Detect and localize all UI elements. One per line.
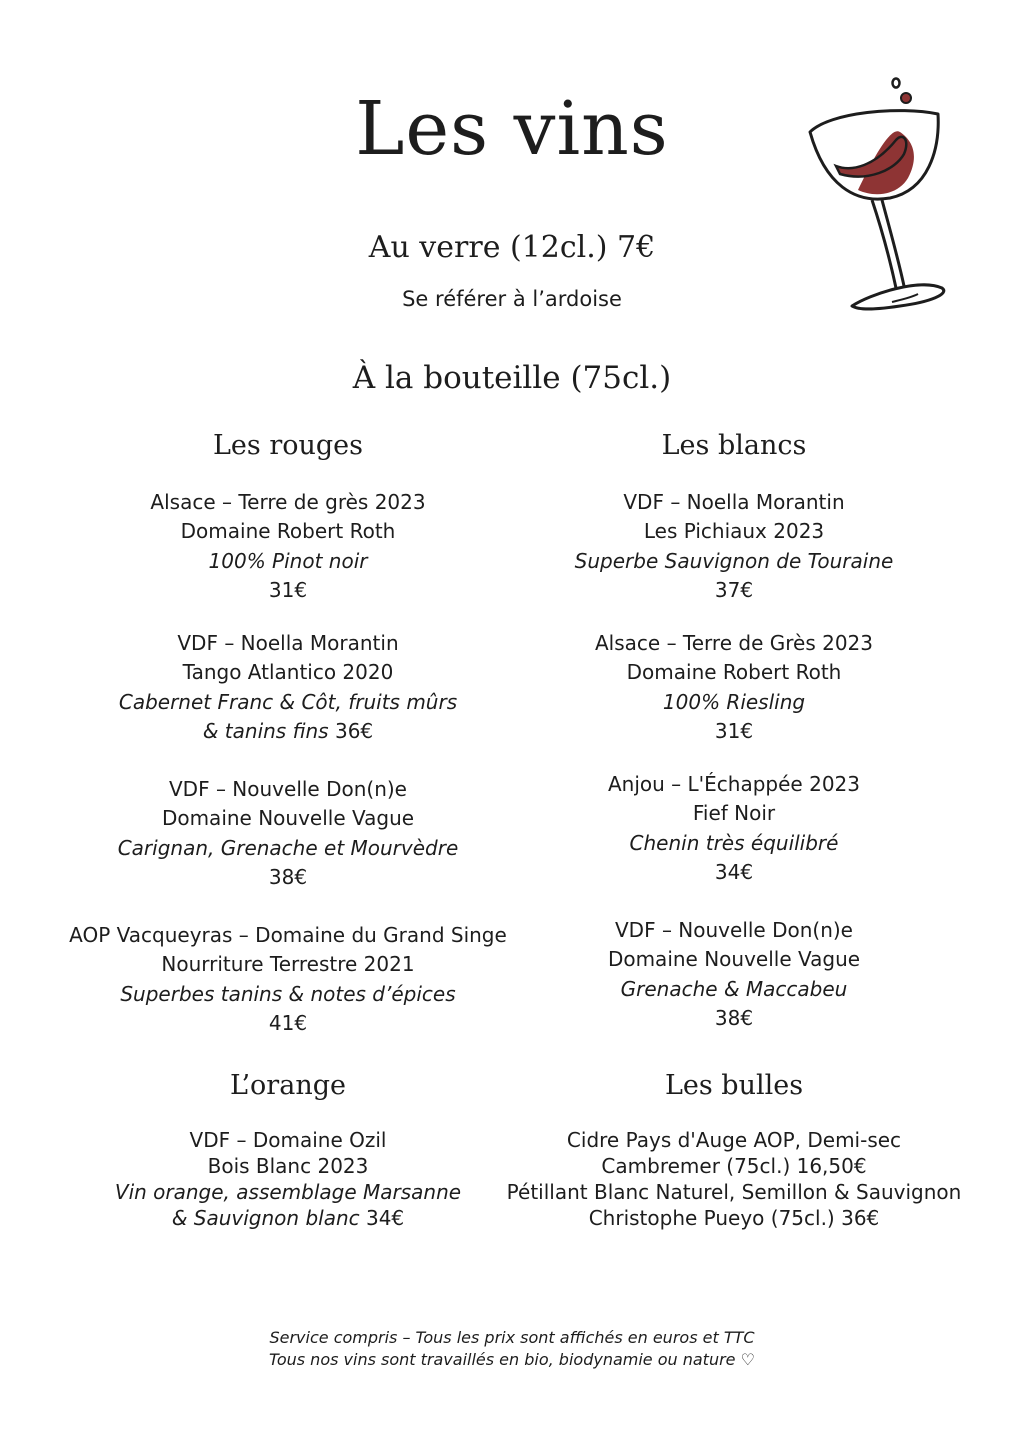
- wine-origin: VDF – Nouvelle Don(n)e: [615, 918, 853, 942]
- wine-price: 38€: [714, 1005, 754, 1030]
- wine-origin: Anjou – L'Échappée 2023: [607, 772, 860, 796]
- wine-price: 31€: [268, 577, 308, 602]
- reds-section: [40, 430, 536, 1040]
- wine-description-cont: & tanins fins: [202, 718, 329, 743]
- footer-organic-note: Tous nos vins sont travaillés en bio, biodynamie ou nature ♡: [269, 1349, 755, 1369]
- by-glass-note: Se référer à l’ardoise: [402, 287, 622, 311]
- wine-entry: [40, 775, 536, 892]
- wine-description: Carignan, Grenache et Mourvèdre: [117, 835, 459, 860]
- wine-entry: [40, 921, 536, 1038]
- by-glass-heading: Au verre (12cl.) 7€: [368, 230, 656, 265]
- wine-entry: [486, 629, 982, 746]
- wine-origin: Cidre Pays d'Auge AOP, Demi-sec: [566, 1128, 902, 1152]
- wine-entry: [486, 488, 982, 605]
- wine-origin: VDF – Domaine Ozil: [189, 1128, 387, 1152]
- wine-description: Superbes tanins & notes d’épices: [120, 981, 456, 1006]
- wine-producer: Cambremer (75cl.) 16,50€: [601, 1154, 867, 1178]
- wine-glass-icon: [800, 70, 960, 320]
- wine-description: 100% Riesling: [662, 689, 806, 714]
- page-title: Les vins: [355, 86, 669, 172]
- wine-entry: [486, 1127, 982, 1231]
- wine-description: Superbe Sauvignon de Touraine: [574, 548, 894, 573]
- wine-producer: Domaine Robert Roth: [180, 519, 396, 544]
- wine-producer: Tango Atlantico 2020: [182, 660, 394, 685]
- wine-origin: Alsace – Terre de grès 2023: [150, 490, 426, 514]
- wine-price: 37€: [714, 577, 754, 602]
- wine-description-cont: & Sauvignon blanc: [171, 1206, 360, 1230]
- wine-description: 100% Pinot noir: [208, 548, 368, 573]
- whites-section: [486, 430, 982, 1040]
- wine-price: 41€: [268, 1010, 308, 1035]
- reds-heading: Les rouges: [212, 430, 364, 461]
- orange-section: [40, 1070, 536, 1240]
- wine-origin: VDF – Noella Morantin: [623, 490, 845, 514]
- bubbles-heading: Les bulles: [664, 1070, 804, 1101]
- wine-producer: Les Pichiaux 2023: [643, 519, 825, 544]
- wine-description: Grenache & Maccabeu: [620, 976, 848, 1001]
- wine-producer: Domaine Robert Roth: [626, 660, 842, 685]
- wine-entry: [40, 488, 536, 605]
- wine-price: 34€: [714, 859, 754, 884]
- wine-price: 36€: [334, 718, 374, 743]
- wine-description: Cabernet Franc & Côt, fruits mûrs: [118, 689, 458, 714]
- wine-producer: Fief Noir: [692, 801, 776, 826]
- wine-entry: [486, 770, 982, 887]
- wine-price: 34€: [365, 1206, 405, 1230]
- wine-producer: Christophe Pueyo (75cl.) 36€: [588, 1206, 880, 1230]
- footer-service-note: Service compris – Tous les prix sont affichés en euros et TTC: [269, 1328, 755, 1347]
- wine-producer: Nourriture Terrestre 2021: [161, 952, 415, 977]
- wine-origin: AOP Vacqueyras – Domaine du Grand Singe: [69, 923, 507, 947]
- wine-description: Chenin très équilibré: [629, 830, 839, 855]
- orange-heading: L’orange: [230, 1070, 346, 1101]
- wine-description: Vin orange, assemblage Marsanne: [114, 1180, 462, 1204]
- wine-origin: VDF – Nouvelle Don(n)e: [169, 777, 407, 801]
- wine-price: 31€: [714, 718, 754, 743]
- wine-producer: Bois Blanc 2023: [207, 1154, 369, 1178]
- wine-origin: Pétillant Blanc Naturel, Semillon & Sauvignon: [506, 1180, 962, 1204]
- whites-heading: Les blancs: [661, 430, 807, 461]
- wine-origin: VDF – Noella Morantin: [177, 631, 399, 655]
- wine-price: 38€: [268, 864, 308, 889]
- wine-entry: [486, 916, 982, 1033]
- footer-notes: [0, 1327, 1024, 1370]
- bubbles-section: [486, 1070, 982, 1240]
- by-bottle-heading: À la bouteille (75cl.): [352, 360, 672, 396]
- wine-producer: Domaine Nouvelle Vague: [607, 947, 861, 972]
- wine-origin: Alsace – Terre de Grès 2023: [595, 631, 873, 655]
- wine-entry: [40, 629, 536, 746]
- wine-producer: Domaine Nouvelle Vague: [161, 806, 415, 831]
- wine-entry: [40, 1127, 536, 1231]
